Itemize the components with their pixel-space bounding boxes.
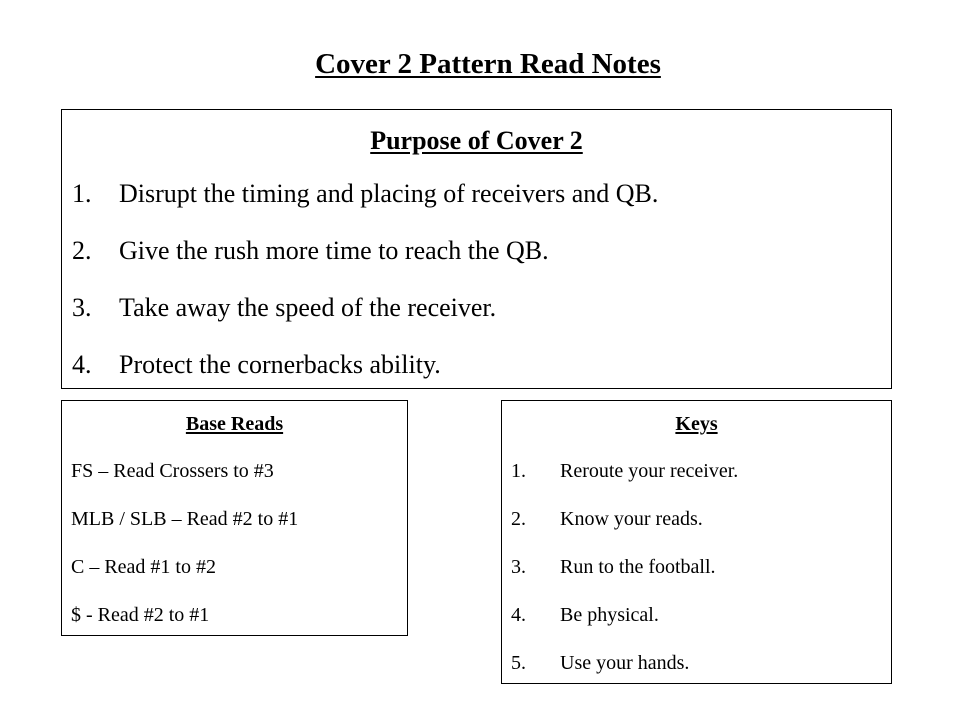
keys-box	[501, 400, 892, 684]
purpose-box	[61, 109, 892, 389]
purpose-item	[72, 177, 881, 211]
key-item-text: Use your hands.	[560, 652, 690, 674]
key-item-text: Be physical.	[560, 604, 659, 626]
purpose-item-text: Disrupt the timing and placing of receivers and QB.	[119, 179, 659, 208]
key-item	[511, 506, 885, 532]
keys-heading: Keys	[675, 413, 718, 435]
purpose-item-text: Take away the speed of the receiver.	[119, 293, 497, 322]
keys-list	[511, 458, 885, 698]
page-title: Cover 2 Pattern Read Notes	[315, 48, 661, 80]
key-item	[511, 554, 885, 580]
base-read-item: $ - Read #2 to #1	[71, 604, 210, 626]
purpose-item-text: Protect the cornerbacks ability.	[119, 350, 441, 379]
key-item-text: Reroute your receiver.	[560, 460, 739, 482]
key-item-number: 4.	[511, 604, 526, 626]
base-reads-box	[61, 400, 408, 636]
purpose-item-number: 2.	[72, 236, 92, 265]
purpose-item	[72, 291, 881, 325]
key-item-text: Run to the football.	[560, 556, 716, 578]
key-item-number: 2.	[511, 508, 526, 530]
purpose-item	[72, 348, 881, 382]
purpose-item	[72, 234, 881, 268]
base-read-item: FS – Read Crossers to #3	[71, 460, 274, 482]
key-item	[511, 602, 885, 628]
key-item-number: 1.	[511, 460, 526, 482]
key-item-number: 3.	[511, 556, 526, 578]
base-reads-heading: Base Reads	[185, 413, 284, 435]
purpose-item-number: 3.	[72, 293, 92, 322]
base-reads-list	[71, 458, 401, 650]
key-item	[511, 650, 885, 676]
base-read-item: C – Read #1 to #2	[71, 556, 216, 578]
purpose-list	[72, 177, 881, 405]
purpose-heading: Purpose of Cover 2	[370, 126, 583, 155]
purpose-item-number: 4.	[72, 350, 92, 379]
key-item-text: Know your reads.	[560, 508, 703, 530]
purpose-item-number: 1.	[72, 179, 92, 208]
base-read-item: MLB / SLB – Read #2 to #1	[71, 508, 299, 530]
key-item-number: 5.	[511, 652, 526, 674]
purpose-item-text: Give the rush more time to reach the QB.	[119, 236, 549, 265]
key-item	[511, 458, 885, 484]
